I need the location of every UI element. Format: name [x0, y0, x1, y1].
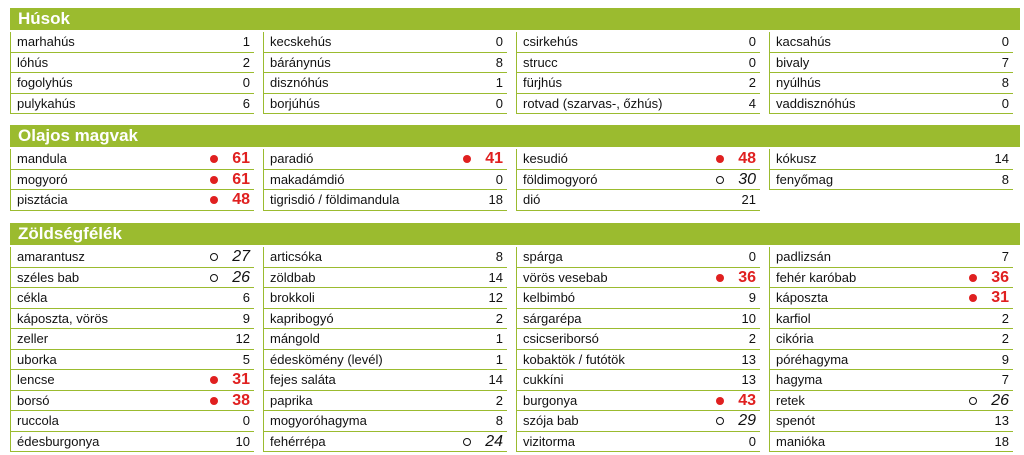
item-value: 0	[748, 249, 756, 264]
table-row	[516, 53, 760, 74]
section-grid	[10, 32, 1020, 114]
table-row	[516, 32, 760, 53]
table-row	[769, 411, 1013, 432]
item-value: 1	[495, 75, 503, 90]
item-value: 14	[488, 372, 503, 387]
table-column	[769, 32, 1013, 114]
table-row	[769, 53, 1013, 74]
item-value: 1	[495, 351, 503, 367]
item-name: borjúhús	[270, 95, 320, 111]
item-name: articsóka	[270, 249, 323, 264]
table-row	[769, 370, 1013, 391]
item-value: 26	[232, 268, 250, 286]
item-name: báránynús	[270, 54, 331, 70]
item-name: káposzta	[776, 290, 829, 305]
table-row	[10, 53, 254, 74]
table-column	[263, 32, 507, 114]
filled-dot-icon	[210, 176, 218, 184]
table-row	[263, 309, 507, 330]
table-row	[516, 73, 760, 94]
table-row	[263, 370, 507, 391]
table-row	[516, 329, 760, 350]
table-row	[10, 432, 254, 453]
item-name: kacsahús	[776, 34, 831, 49]
table-row	[769, 190, 1013, 211]
table-row	[10, 190, 254, 211]
table-row	[263, 411, 507, 432]
item-value: 27	[232, 248, 250, 265]
table-row	[516, 94, 760, 115]
item-name: cukkíni	[523, 372, 564, 387]
table-row	[516, 432, 760, 453]
table-row	[10, 149, 254, 170]
item-value: 9	[1001, 351, 1009, 367]
table-column	[769, 247, 1013, 452]
table-row	[516, 309, 760, 330]
item-name: fogolyhús	[17, 75, 73, 90]
item-value: 48	[232, 191, 250, 208]
item-name: vizitorma	[523, 433, 576, 449]
table-row	[263, 73, 507, 94]
item-value: 2	[748, 331, 756, 346]
item-name: spárga	[523, 249, 563, 264]
table-row	[516, 149, 760, 170]
item-name: szója bab	[523, 413, 579, 428]
table-column	[10, 32, 254, 114]
section-grid	[10, 149, 1020, 211]
item-name: uborka	[17, 351, 57, 367]
item-name: strucc	[523, 54, 558, 70]
hollow-circle-icon	[210, 274, 218, 282]
item-value: 5	[242, 351, 250, 367]
item-name: fejes saláta	[270, 372, 336, 387]
item-value: 10	[235, 433, 250, 449]
table-row	[769, 350, 1013, 371]
item-name: burgonya	[523, 392, 578, 408]
hollow-circle-icon	[716, 417, 724, 425]
item-name: fehérrépa	[270, 433, 326, 449]
item-name: makadámdió	[270, 171, 345, 187]
item-value: 18	[994, 433, 1009, 449]
item-value: 8	[495, 54, 503, 70]
item-value: 2	[1001, 331, 1009, 346]
table-row	[10, 32, 254, 53]
item-name: cékla	[17, 290, 48, 305]
item-value: 2	[748, 75, 756, 90]
filled-dot-icon	[716, 397, 724, 405]
item-name: csicseriborsó	[523, 331, 599, 346]
item-name: borsó	[17, 392, 50, 408]
item-value: 24	[485, 432, 503, 450]
table-row	[263, 247, 507, 268]
item-name: hagyma	[776, 372, 823, 387]
item-name: rotvad (szarvas-, őzhús)	[523, 95, 663, 111]
table-row	[516, 350, 760, 371]
item-name: pulykahús	[17, 95, 76, 111]
item-value: 1	[242, 34, 250, 49]
item-value: 36	[991, 268, 1009, 286]
item-name: mogyoróhagyma	[270, 413, 367, 428]
table-row	[263, 190, 507, 211]
item-name: dió	[523, 192, 541, 207]
table-row	[263, 170, 507, 191]
item-name: vörös vesebab	[523, 269, 608, 285]
item-value: 9	[748, 290, 756, 305]
item-value: 41	[485, 150, 503, 167]
table-column	[516, 149, 760, 211]
table-row	[10, 73, 254, 94]
item-name: kókusz	[776, 151, 817, 166]
item-name: pisztácia	[17, 192, 68, 207]
item-name: fürjhús	[523, 75, 563, 90]
item-value: 0	[495, 95, 503, 111]
item-value: 0	[242, 75, 250, 90]
item-name: széles bab	[17, 269, 80, 285]
item-name: tigrisdió / földimandula	[270, 192, 400, 207]
item-value: 36	[738, 268, 756, 286]
item-value: 61	[232, 170, 250, 188]
table-row	[516, 288, 760, 309]
table-row	[263, 32, 507, 53]
table-row	[516, 411, 760, 432]
item-name: spenót	[776, 413, 816, 428]
item-name: ruccola	[17, 413, 59, 428]
table-row	[516, 268, 760, 289]
table-row	[10, 370, 254, 391]
item-name: amarantusz	[17, 249, 85, 264]
item-name: kapribogyó	[270, 310, 334, 326]
item-value: 0	[748, 54, 756, 70]
table-row	[10, 268, 254, 289]
table-row	[263, 391, 507, 412]
item-value: 7	[1001, 249, 1009, 264]
item-name: kecskehús	[270, 34, 332, 49]
table-row	[10, 247, 254, 268]
section-title: Olajos magvak	[10, 125, 1020, 147]
table-row	[769, 329, 1013, 350]
table-column	[769, 149, 1013, 211]
section-title: Zöldségfélék	[10, 223, 1020, 245]
table-row	[516, 370, 760, 391]
item-name: kelbimbó	[523, 290, 576, 305]
table-row	[263, 53, 507, 74]
item-name: káposzta, vörös	[17, 310, 109, 326]
filled-dot-icon	[210, 397, 218, 405]
item-name: zeller	[17, 331, 49, 346]
hollow-circle-icon	[210, 253, 218, 261]
table-row	[10, 309, 254, 330]
item-value: 21	[741, 192, 756, 207]
item-name: kesudió	[523, 151, 568, 166]
table-row	[516, 391, 760, 412]
table-row	[10, 170, 254, 191]
table-row	[769, 288, 1013, 309]
item-value: 18	[488, 192, 503, 207]
item-name: disznóhús	[270, 75, 329, 90]
item-value: 8	[495, 249, 503, 264]
table-column	[516, 32, 760, 114]
item-value: 0	[748, 433, 756, 449]
item-value: 1	[495, 331, 503, 346]
table-row	[516, 190, 760, 211]
table-row	[769, 94, 1013, 115]
item-name: póréhagyma	[776, 351, 849, 367]
item-name: mandula	[17, 151, 67, 166]
item-value: 0	[495, 34, 503, 49]
item-value: 0	[242, 413, 250, 428]
table-row	[10, 350, 254, 371]
table-row	[769, 73, 1013, 94]
filled-dot-icon	[969, 274, 977, 282]
table-row	[10, 94, 254, 115]
item-value: 7	[1001, 54, 1009, 70]
table-row	[10, 391, 254, 412]
filled-dot-icon	[969, 294, 977, 302]
table-row	[263, 288, 507, 309]
item-value: 61	[232, 150, 250, 167]
filled-dot-icon	[210, 376, 218, 384]
table-row	[769, 32, 1013, 53]
filled-dot-icon	[210, 196, 218, 204]
item-value: 8	[1001, 171, 1009, 187]
table-row	[516, 170, 760, 191]
item-name: brokkoli	[270, 290, 315, 305]
item-value: 4	[748, 95, 756, 111]
item-value: 2	[495, 392, 503, 408]
item-value: 14	[488, 269, 503, 285]
item-value: 0	[748, 34, 756, 49]
item-value: 2	[1001, 310, 1009, 326]
item-value: 0	[1001, 95, 1009, 111]
item-value: 8	[495, 413, 503, 428]
item-name: csirkehús	[523, 34, 578, 49]
table-row	[263, 432, 507, 453]
hollow-circle-icon	[463, 438, 471, 446]
table-row	[10, 411, 254, 432]
item-value: 2	[495, 310, 503, 326]
item-name: marhahús	[17, 34, 75, 49]
table-row	[263, 329, 507, 350]
item-value: 30	[738, 170, 756, 188]
item-name: mogyoró	[17, 171, 68, 187]
item-value: 13	[741, 351, 756, 367]
table-row	[516, 247, 760, 268]
table-column	[263, 247, 507, 452]
filled-dot-icon	[210, 155, 218, 163]
item-value: 7	[1001, 372, 1009, 387]
table-row	[10, 288, 254, 309]
item-value: 43	[738, 391, 756, 409]
item-value: 12	[488, 290, 503, 305]
item-name: fehér karóbab	[776, 269, 857, 285]
item-name: manióka	[776, 433, 826, 449]
item-name: édeskömény (levél)	[270, 351, 383, 367]
item-value: 26	[991, 391, 1009, 409]
section-title: Húsok	[10, 8, 1020, 30]
item-value: 6	[242, 95, 250, 111]
item-value: 8	[1001, 75, 1009, 90]
table-row	[10, 329, 254, 350]
item-value: 0	[1001, 34, 1009, 49]
filled-dot-icon	[463, 155, 471, 163]
item-name: sárgarépa	[523, 310, 582, 326]
item-name: paprika	[270, 392, 313, 408]
table-row	[769, 309, 1013, 330]
item-value: 13	[994, 413, 1009, 428]
item-name: földimogyoró	[523, 171, 598, 187]
hollow-circle-icon	[716, 176, 724, 184]
item-name: vaddisznóhús	[776, 95, 856, 111]
table-column	[10, 149, 254, 211]
item-value: 6	[242, 290, 250, 305]
item-value: 13	[741, 372, 756, 387]
item-name: mángold	[270, 331, 320, 346]
item-name: kobaktök / futótök	[523, 351, 625, 367]
item-value: 31	[232, 371, 250, 388]
table-row	[769, 432, 1013, 453]
item-name: bivaly	[776, 54, 810, 70]
table-column	[10, 247, 254, 452]
table-column	[263, 149, 507, 211]
table-row	[769, 247, 1013, 268]
item-name: paradió	[270, 151, 314, 166]
table-column	[516, 247, 760, 452]
table-row	[769, 268, 1013, 289]
item-value: 12	[235, 331, 250, 346]
item-name: édesburgonya	[17, 433, 100, 449]
table-row	[263, 350, 507, 371]
table-row	[263, 94, 507, 115]
hollow-circle-icon	[969, 397, 977, 405]
item-value: 9	[242, 310, 250, 326]
item-name: zöldbab	[270, 269, 316, 285]
item-value: 10	[741, 310, 756, 326]
table-row	[769, 149, 1013, 170]
table-row	[263, 268, 507, 289]
item-name: nyúlhús	[776, 75, 821, 90]
item-value: 29	[738, 412, 756, 429]
item-name: lencse	[17, 372, 55, 387]
item-name: retek	[776, 392, 805, 408]
item-name: karfiol	[776, 310, 811, 326]
section-grid	[10, 247, 1020, 452]
item-value: 2	[242, 54, 250, 70]
item-name: fenyőmag	[776, 171, 834, 187]
item-value: 48	[738, 150, 756, 167]
filled-dot-icon	[716, 155, 724, 163]
table-row	[263, 149, 507, 170]
item-value: 31	[991, 289, 1009, 306]
item-name: cikória	[776, 331, 814, 346]
item-value: 14	[994, 151, 1009, 166]
table-row	[769, 391, 1013, 412]
filled-dot-icon	[716, 274, 724, 282]
item-name: lóhús	[17, 54, 49, 70]
table-row	[769, 170, 1013, 191]
item-name: padlizsán	[776, 249, 831, 264]
item-value: 0	[495, 171, 503, 187]
item-value: 38	[232, 391, 250, 409]
